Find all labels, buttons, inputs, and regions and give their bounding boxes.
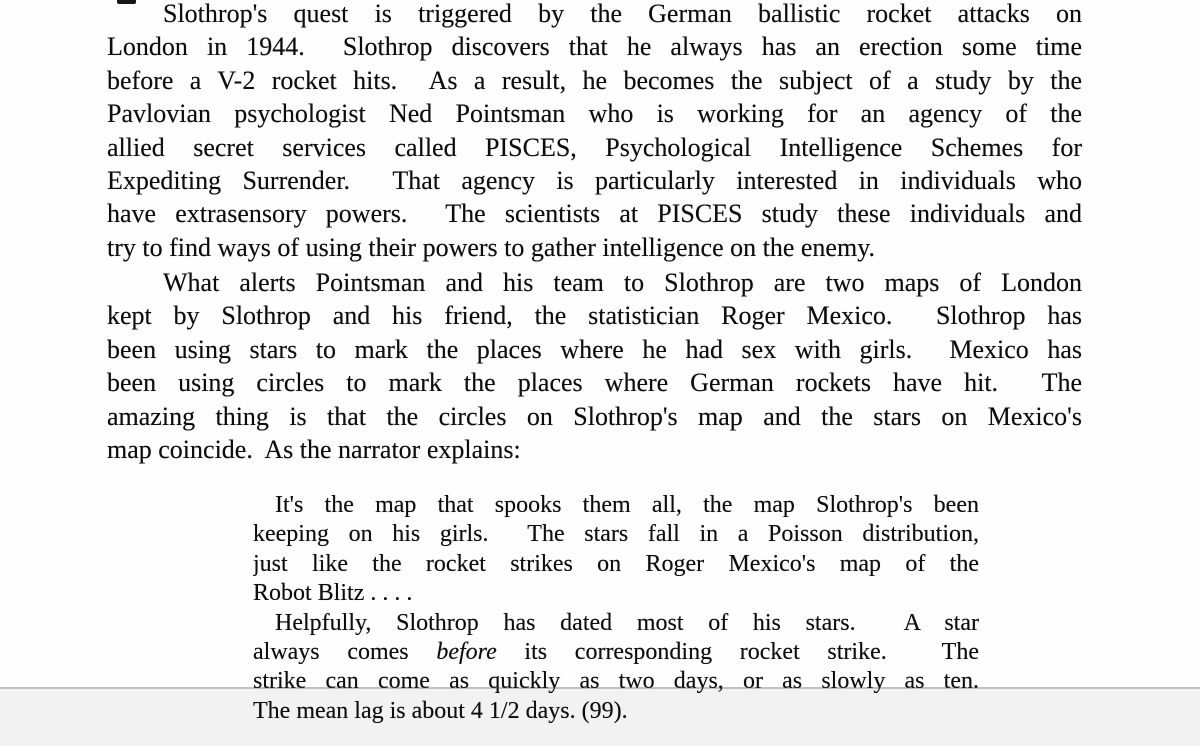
text-line [253,638,979,667]
text-line: Robot Blitz . . . . [253,580,413,607]
text-line: strike can come as quickly as two days, or as slowly as ten. [253,668,979,695]
text-segment: its corresponding rocket strike. The [496,638,979,665]
text-line: map coincide. As the narrator explains: [107,434,521,464]
text-line: What alerts Pointsman and his team to Slothrop are two maps of London [163,268,1082,297]
emphasized-text: before [436,638,497,665]
text-line: keeping on his girls. The stars fall in a Poisson distribution, [253,521,979,548]
text-line: Pavlovian psychologist Ned Pointsman who is working for an agency of the [107,99,1082,129]
paragraph-slothrop-quest [107,0,1082,264]
text-line: been using stars to mark the places where he had sex with girls. Mexico has [107,334,1082,364]
text-line: Helpfully, Slothrop has dated most of his stars. A star [275,609,979,636]
text-line: It's the map that spooks them all, the map Slothrop's been [275,492,979,518]
text-line: Slothrop's quest is triggered by the German ballistic rocket attacks on [163,0,1082,28]
text-line: The mean lag is about 4 1/2 days. (99). [253,697,628,724]
block-quote-narrator [253,491,979,726]
text-line: London in 1944. Slothrop discovers that he always has an erection some time [107,32,1082,62]
text-line: try to find ways of using their powers to gather intelligence on the enemy. [107,232,876,262]
text-line: kept by Slothrop and his friend, the statistician Roger Mexico. Slothrop has [107,301,1082,331]
text-line: allied secret services called PISCES, Psychological Intelligence Schemes for [107,132,1082,162]
text-line: Expediting Surrender. That agency is particularly interested in individuals who [107,165,1082,195]
text-line: amazing thing is that the circles on Slothrop's map and the stars on Mexico's [107,401,1082,431]
text-segment: always comes [253,638,437,665]
text-line: just like the rocket strikes on Roger Mexico's map of the [253,550,979,577]
paragraph-two-maps [107,266,1082,466]
text-line: have extrasensory powers. The scientists at PISCES study these individuals and [107,199,1082,229]
text-line: been using circles to mark the places where German rockets have hit. The [107,368,1082,398]
text-line: before a V-2 rocket hits. As a result, he becomes the subject of a study by the [107,65,1082,95]
